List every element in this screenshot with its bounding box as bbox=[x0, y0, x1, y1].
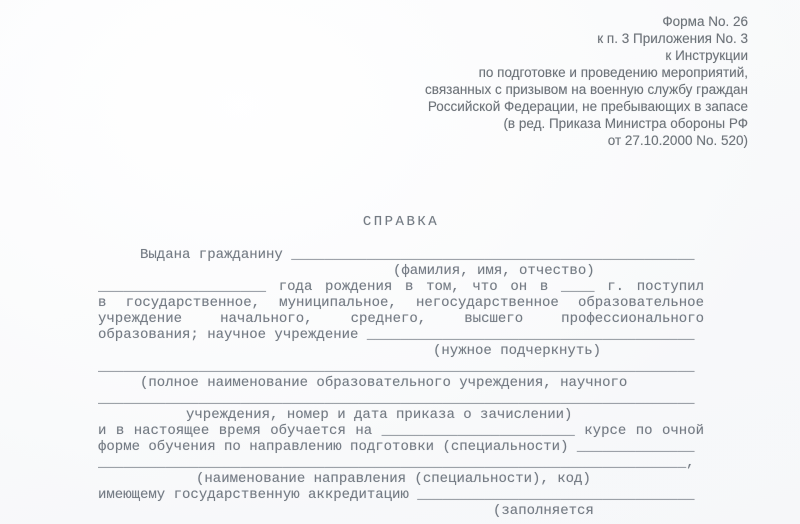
issued-to-line: Выдана гражданину ________________________________________________ bbox=[140, 247, 695, 263]
institution-name-caption-2: учреждения, номер и дата приказа о зачислении) bbox=[186, 407, 573, 423]
specialty-caption: (наименование направления (специальности), код) bbox=[196, 471, 591, 487]
blank-field-line-2: _______________________________________________________________________ bbox=[98, 391, 695, 407]
form-reference-header bbox=[425, 13, 748, 149]
instruction-desc-line-3: Российской Федерации, не пребывающих в запасе bbox=[427, 99, 748, 114]
order-edition-line: (в ред. Приказа Министра обороны РФ bbox=[503, 116, 748, 131]
institution-type-line-2: учреждение начального, среднего, высшего профессионального bbox=[98, 311, 704, 327]
course-line: и в настоящее время обучается на _______________________ курсе по очной bbox=[98, 423, 704, 439]
instruction-desc-line-2: связанных с призывом на военную службу граждан bbox=[425, 82, 748, 97]
birth-year-line: ____________________ года рождения в том, что он в ____ г. поступил bbox=[98, 279, 704, 295]
form-number-line: Форма No. 26 bbox=[662, 14, 748, 29]
full-name-caption: (фамилия, имя, отчество) bbox=[393, 263, 595, 279]
institution-name-caption-1: (полное наименование образовательного учреждения, научного bbox=[140, 375, 628, 391]
filled-in-caption: (заполняется bbox=[493, 503, 594, 519]
certificate-body bbox=[98, 247, 704, 519]
instruction-line: к Инструкции bbox=[665, 48, 748, 63]
appendix-reference-line: к п. 3 Приложения No. 3 bbox=[597, 31, 748, 46]
institution-type-line-1: в государственное, муниципальное, негосударственное образовательное bbox=[98, 295, 704, 311]
accreditation-line: имеющему государственную аккредитацию _________________________________ bbox=[98, 487, 695, 503]
scientific-institution-line: образования; научное учреждение _______________________________________ bbox=[98, 327, 695, 343]
blank-field-line-1: _______________________________________________________________________ bbox=[98, 359, 695, 375]
document-title: СПРАВКА bbox=[362, 214, 440, 230]
order-date-line: от 27.10.2000 No. 520) bbox=[607, 133, 748, 148]
specialty-line: форме обучения по направлению подготовки (специальности) ______________ bbox=[98, 439, 695, 455]
blank-field-line-3: ______________________________________________________________________, bbox=[98, 455, 695, 471]
instruction-desc-line-1: по подготовке и проведению мероприятий, bbox=[478, 65, 748, 80]
underline-note-caption: (нужное подчеркнуть) bbox=[433, 343, 602, 359]
